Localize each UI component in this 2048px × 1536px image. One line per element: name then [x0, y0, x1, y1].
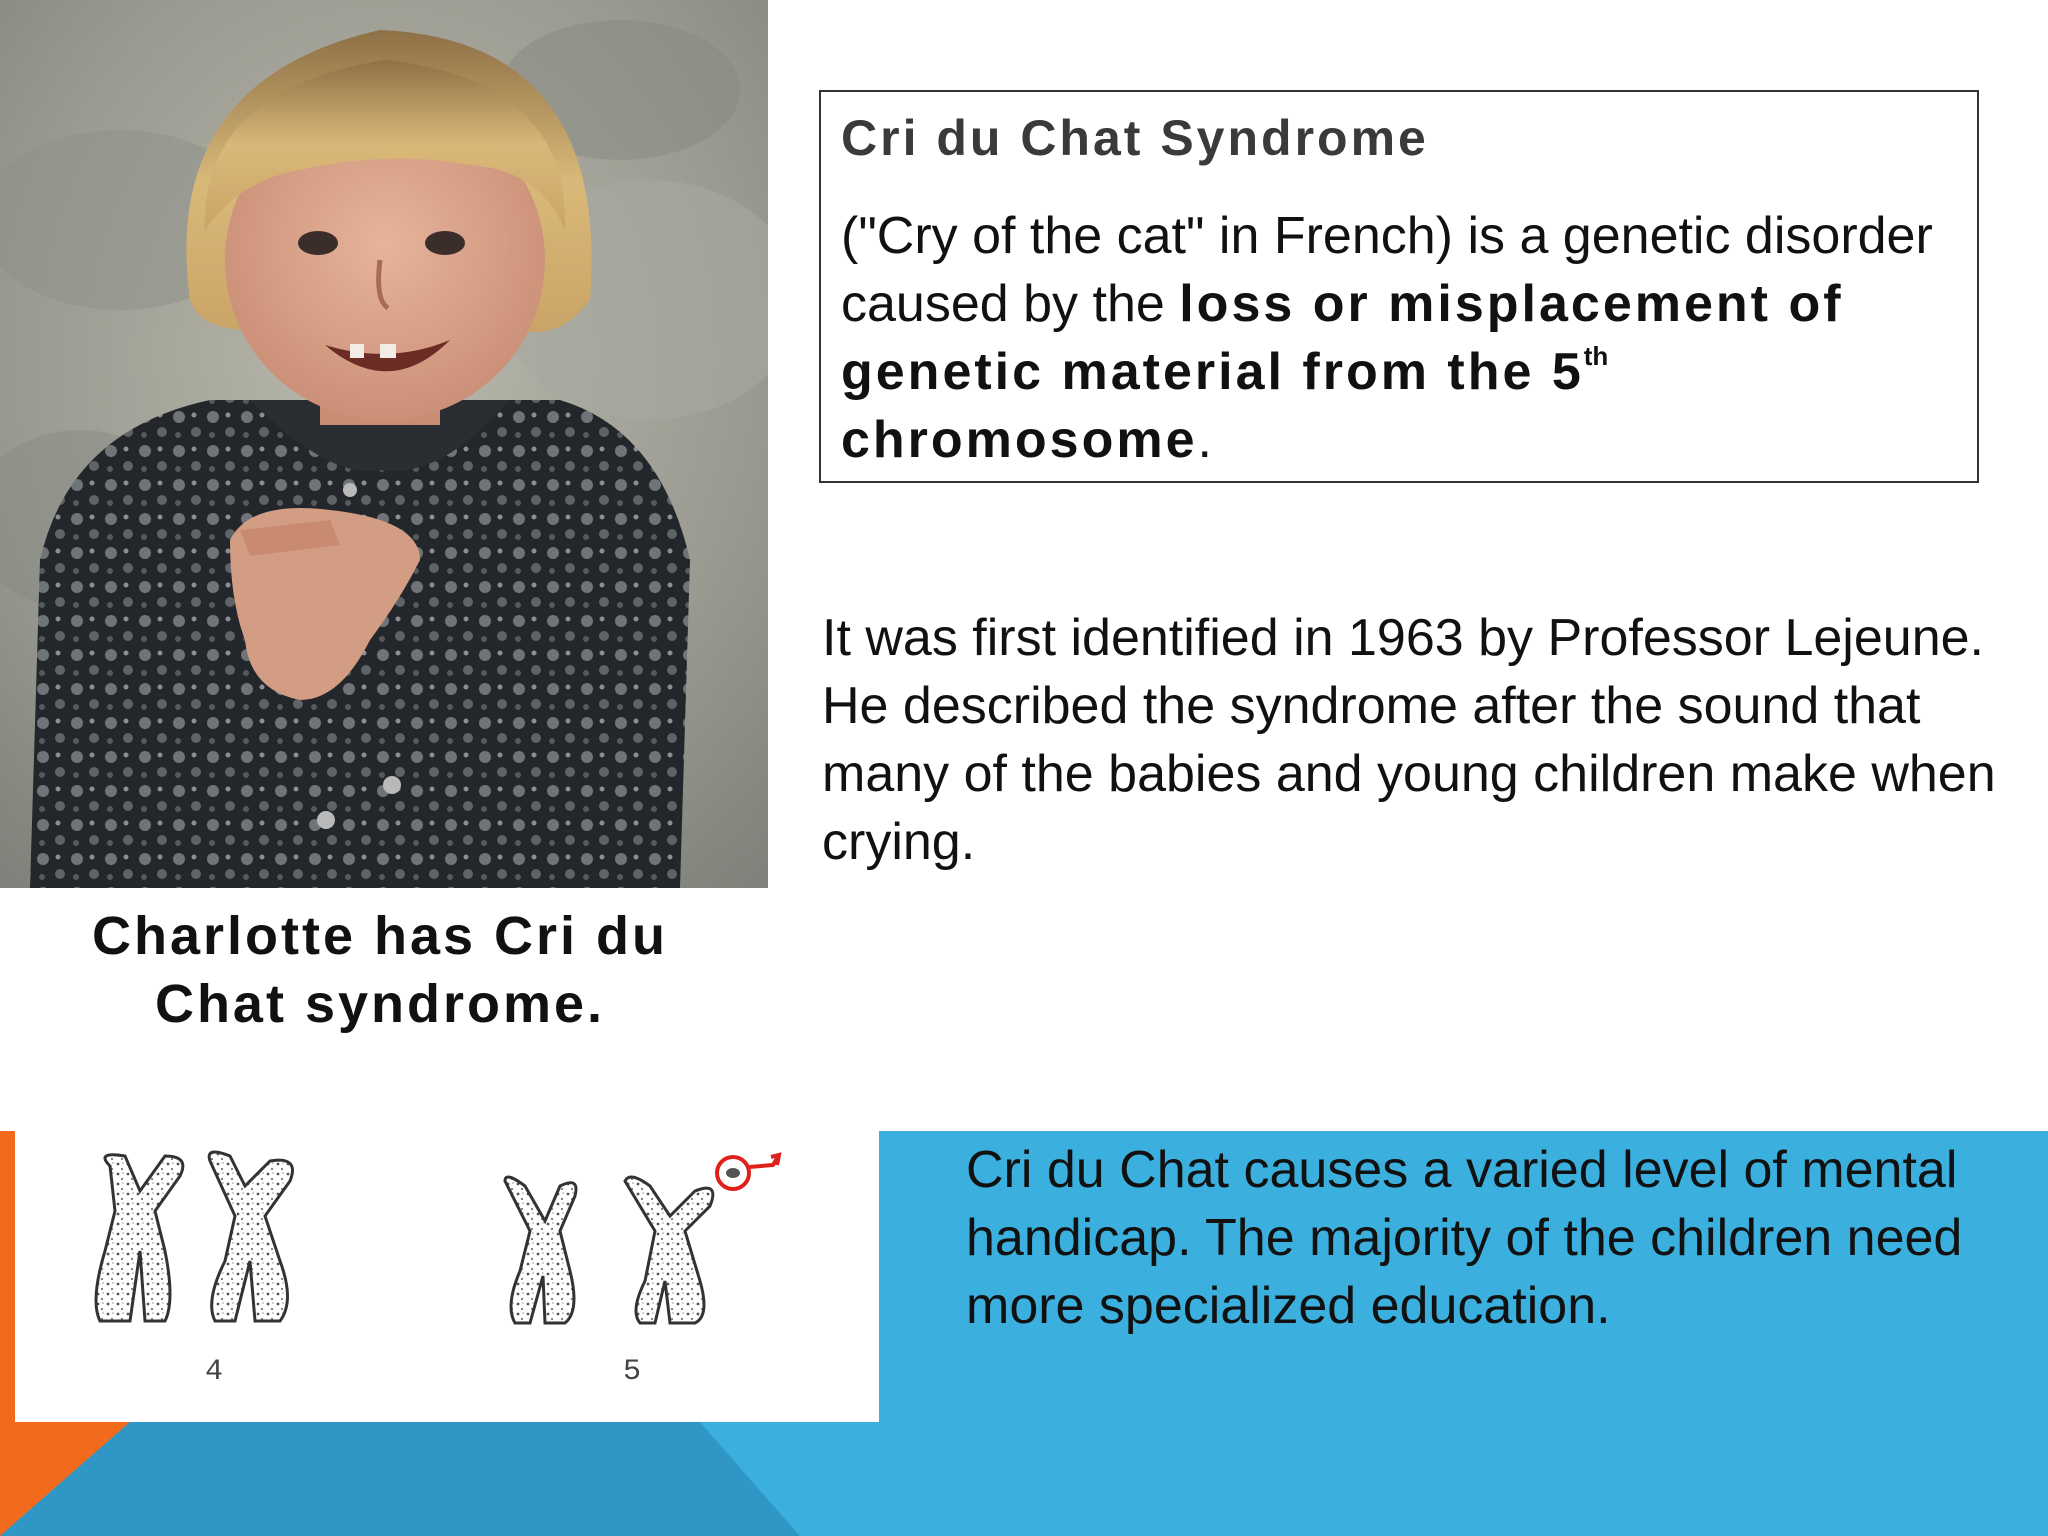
box-body-superscript: th [1583, 341, 1609, 371]
chromosome-5-pair [505, 1177, 713, 1323]
portrait-photo [0, 0, 768, 888]
chromosome-label-5: 5 [623, 1355, 642, 1389]
chromosome-4-pair [96, 1152, 293, 1321]
definition-box [819, 90, 1979, 483]
box-body-plain: ("Cry of the cat" in French) is a genetic disorder caused by the [841, 207, 1933, 333]
box-body-emphasis: loss or misplacement of genetic material from the 5 [841, 275, 1844, 401]
caption-line-2: Chat syndrome. [154, 974, 606, 1034]
box-body-period: . [1197, 411, 1212, 469]
chromosome-label-4: 4 [205, 1355, 224, 1389]
caption-line-1: Charlotte has Cri du [91, 906, 669, 966]
box-heading: Cri du Chat Syndrome [841, 110, 1429, 166]
chromosome-diagram [15, 1131, 879, 1422]
box-body-emphasis-end: chromosome [841, 411, 1198, 469]
box-body [841, 202, 1977, 474]
history-paragraph: It was first identified in 1963 by Professor Lejeune. He described the syndrome after the sound that many of the babies and young children make when crying. [822, 609, 1996, 871]
deletion-marker-icon [717, 1155, 779, 1189]
photo-caption [30, 902, 730, 1038]
handicap-paragraph: Cri du Chat causes a varied level of mental handicap. The majority of the children need more specialized education. [966, 1141, 1963, 1335]
